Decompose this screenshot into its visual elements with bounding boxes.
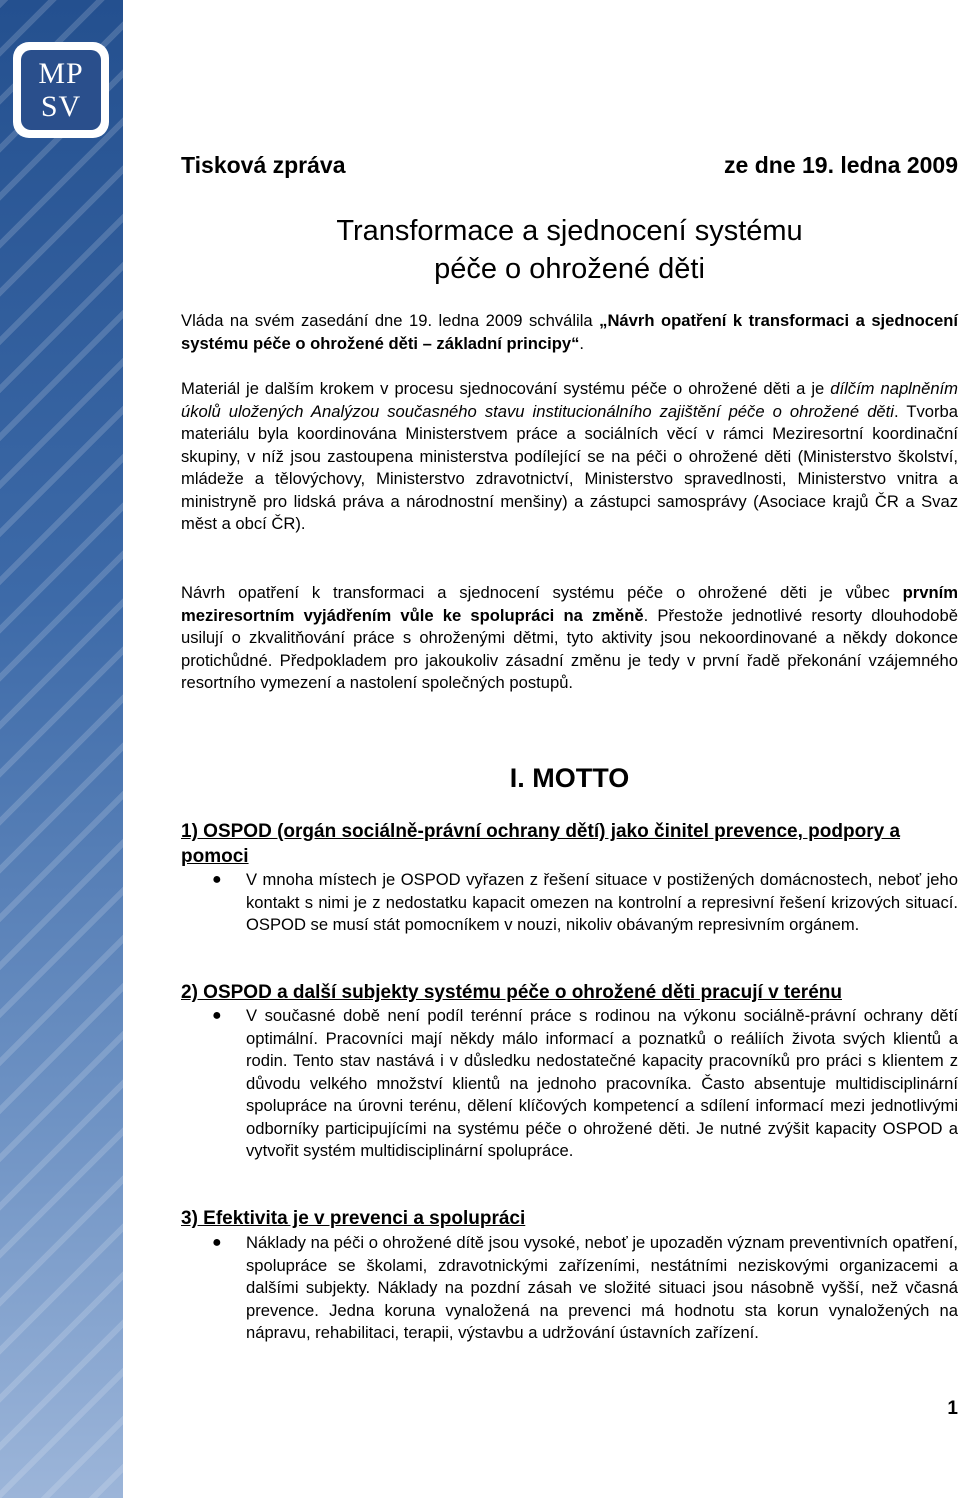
bullet-dot-icon: ● <box>212 871 222 888</box>
para1-text-2: . Tvorba materiálu byla koordinována Ministerstvem práce a sociálních věcí v rámci Meziresortní koordinační skupiny, v níž jsou zastoupena ministerstva podílející se na péči o ohrožené děti (Ministerstvo školství, mládeže a tělovýchovy, Ministerstvo zdravotnictví, Ministerstvo spravedlnosti, Ministerstvo vnitra a ministryně pro lidská práva a národnostní menšiny) a zástupci samosprávy (Asociace krajů ČR a Svaz měst a obcí ČR). <box>181 401 958 533</box>
intro-end: . <box>579 333 584 353</box>
mpsv-logo <box>13 42 109 138</box>
title-line-1: Transformace a sjednocení systému <box>336 215 803 247</box>
intro-bold: „Návrh opatření k transformaci a sjednocení systému péče o ohrožené děti – základní principy“ <box>181 311 958 353</box>
header-label: Tisková zpráva <box>181 152 346 178</box>
intro-paragraph <box>181 310 958 355</box>
section-bullet-1 <box>212 869 958 937</box>
paragraph-material <box>181 378 958 536</box>
section-bullet-2 <box>212 1005 958 1163</box>
section-bullet-2-text: V současné době není podíl terénní práce s rodinou na výkonu sociálně-právní ochrany dětí optimální. Pracovníci mají někdy málo informací a poznatků o reáliích života svých klientů a rodin. Tento stav nastává i v důsledku nedostatečné kapacity pracovníků pro práci s klientem z důvodu velkého množství klientů na jednoho pracovníka. Často absentuje multidisciplinární spolupráce na úrovni terénu, dělení klíčových kompetencí a sdílení informací mezi jednotlivými odborníky participujícími na systému péče o ohrožené děti. Je nutné zvýšit kapacity OSPOD a vytvořit systém multidisciplinární spolupráce. <box>246 1006 958 1160</box>
mpsv-logo-mark <box>21 50 101 130</box>
page-number: 1 <box>947 1398 958 1419</box>
para1-text-1: Materiál je dalším krokem v procesu sjednocování systému péče o ohrožené děti a je <box>181 379 831 398</box>
press-release-header <box>181 150 958 180</box>
para2-text-2: . Přestože jednotlivé resorty dlouhodobě usilují o zkvalitňování práce s ohroženými dětmi, tyto aktivity jsou nekoordinované a někdy dokonce protichůdné. Předpokladem pro jakoukoliv zásadní změnu je tedy v první řadě překonání vzájemného resortního vymezení a nastolení společných postupů. <box>181 605 958 692</box>
document-title <box>181 212 958 288</box>
paragraph-proposal <box>181 582 958 695</box>
header-date: ze dne 19. ledna 2009 <box>724 152 958 178</box>
section-bullet-3-text: Náklady na péči o ohrožené dítě jsou vysoké, neboť je upozaděn význam preventivních opatření, spolupráce se školami, zdravotnickými zařízeními, nestátními neziskovými organizacemi a dalšími subjekty. Náklady na pozdní zásah ve složité situaci jsou násobně vyšší, než včasná prevence. Jedna koruna vynaložená na prevenci má hodnotu sta korun vynaložených na nápravu, rehabilitaci, terapii, výstavbu a udržování ústavních zařízení. <box>246 1233 958 1342</box>
section-bullet-1-text: V mnoha místech je OSPOD vyřazen z řešení situace v postižených domácnostech, neboť jeho kontakt s nimi je z nedostatku kapacit omezen na kontrolní a represivní řešení krizových situací. OSPOD se musí stát pomocníkem v nouzi, nikoliv obávaným represivním orgánem. <box>246 870 958 934</box>
motto-heading: I. MOTTO <box>509 763 630 793</box>
logo-line-1: MP <box>38 57 84 90</box>
bullet-dot-icon: ● <box>212 1234 222 1251</box>
section-heading-2: 2) OSPOD a další subjekty systému péče o ohrožené děti pracují v terénu <box>181 982 842 1003</box>
para1-italic: dílčím naplněním úkolů uložených Analýzou současného stavu institucionálního zajištění péče o ohrožené děti <box>181 379 958 421</box>
logo-line-2: SV <box>40 90 82 123</box>
section-bullet-3 <box>212 1232 958 1345</box>
para2-bold: prvním meziresortním vyjádřením vůle ke spolupráci na změně <box>181 583 958 625</box>
section-heading-3: 3) Efektivita je v prevenci a spolupráci <box>181 1208 526 1229</box>
para2-text-1: Návrh opatření k transformaci a sjednocení systému péče o ohrožené děti je vůbec <box>181 583 903 602</box>
title-line-2: péče o ohrožené děti <box>434 253 705 285</box>
bullet-dot-icon: ● <box>212 1007 222 1024</box>
sidebar-pattern <box>0 0 123 1498</box>
section-heading-1: 1) OSPOD (orgán sociálně-právní ochrany dětí) jako činitel prevence, podpory a pomoci <box>181 821 901 867</box>
intro-text: Vláda na svém zasedání dne 19. ledna 2009 schválila <box>181 311 600 330</box>
sidebar-band <box>0 0 123 1498</box>
